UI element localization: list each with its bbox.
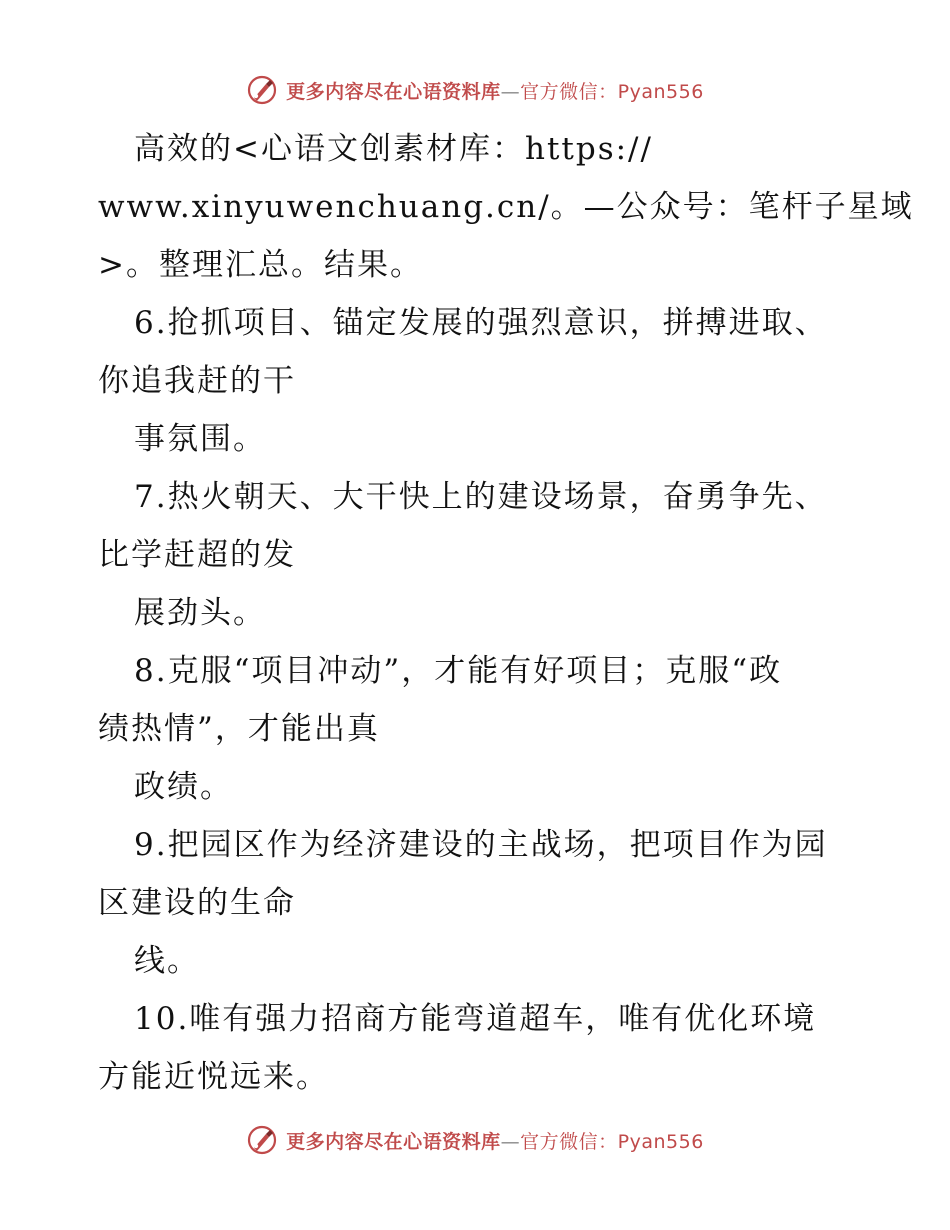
banner-contact-text: 官方微信：Pyan556: [520, 1130, 704, 1153]
text-line: 7.热火朝天、大干快上的建设场景，奋勇争先、: [134, 479, 828, 515]
text-line: 你追我赶的干: [98, 363, 296, 399]
text-line: 区建设的生命: [98, 885, 296, 921]
pen-logo-icon: [246, 1124, 278, 1156]
document-body: [98, 120, 914, 1106]
header-banner: [0, 70, 950, 110]
banner-separator: —: [500, 80, 521, 103]
text-line: 8.克服“项目冲动”，才能有好项目；克服“政: [134, 653, 783, 689]
banner-main-text: 更多内容尽在心语资料库: [286, 1130, 501, 1153]
text-line: 高效的<心语文创素材库：https://: [134, 131, 653, 167]
text-line: 6.抢抓项目、锚定发展的强烈意识，拼搏进取、: [134, 305, 828, 341]
text-line: 9.把园区作为经济建设的主战场，把项目作为园: [134, 827, 828, 863]
footer-banner: [0, 1120, 950, 1160]
text-line: 展劲头。: [134, 595, 266, 631]
text-line: 10.唯有强力招商方能弯道超车，唯有优化环境: [134, 1001, 817, 1037]
banner-text: [286, 77, 704, 104]
banner-contact-text: 官方微信：Pyan556: [520, 80, 704, 103]
text-line: 事氛围。: [134, 421, 266, 457]
text-line: 政绩。: [134, 769, 233, 805]
text-line: 比学赶超的发: [98, 537, 296, 573]
text-line: 绩热情”，才能出真: [98, 711, 380, 747]
banner-text: [286, 1127, 704, 1154]
banner-separator: —: [500, 1130, 521, 1153]
text-line: www.xinyuwenchuang.cn/。—公众号：笔杆子星域: [98, 189, 914, 225]
pen-logo-icon: [246, 74, 278, 106]
text-line: 线。: [134, 943, 200, 979]
text-line: >。整理汇总。结果。: [98, 247, 423, 283]
banner-main-text: 更多内容尽在心语资料库: [286, 80, 501, 103]
text-line: 方能近悦远来。: [98, 1059, 329, 1095]
